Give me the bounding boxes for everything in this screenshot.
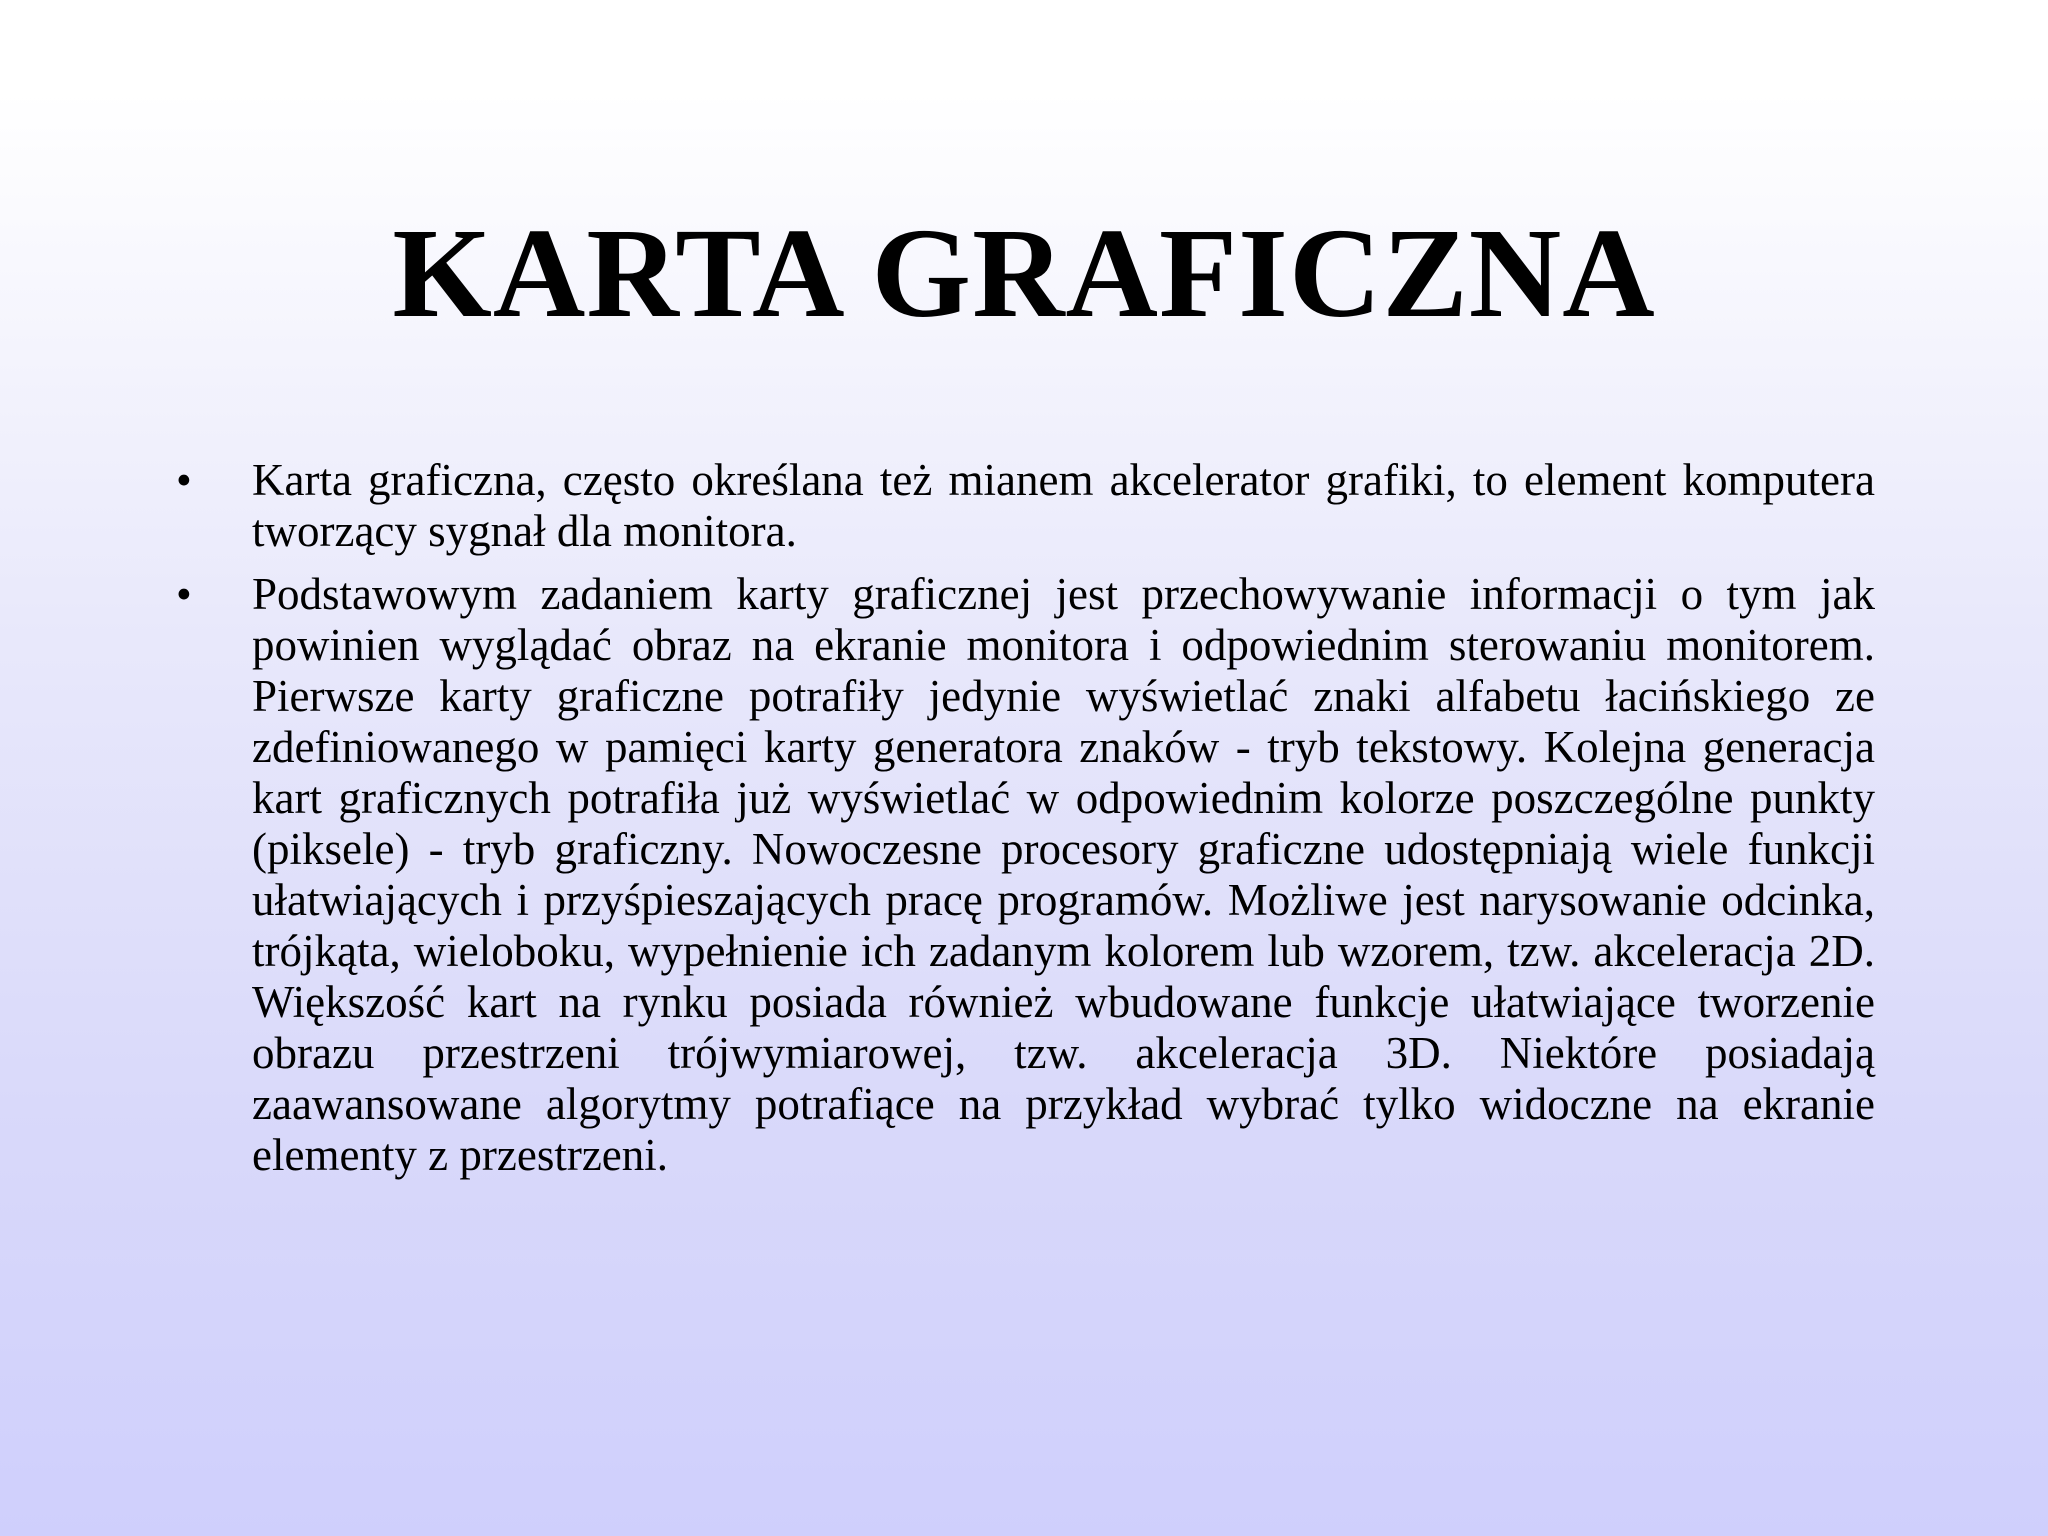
bullet-text: Podstawowym zadaniem karty graficznej jest przechowywanie informacji o tym jak powinien wyglądać obraz na ekranie monitora i odpowiednim sterowaniu monitorem. Pierwsze karty graficzne potrafiły jedynie wyświetlać znaki alfabetu łacińskiego ze zdefiniowanego w pamięci karty generatora znaków - tryb tekstowy. Kolejna generacja kart graficznych potrafiła już wyświetlać w odpowiednim kolorze poszczególne punkty (piksele) - tryb graficzny. Nowoczesne procesory graficzne udostępniają wiele funkcji ułatwiających i przyśpieszających pracę programów. Możliwe jest narysowanie odcinka, trójkąta, wieloboku, wypełnienie ich zadanym kolorem lub wzorem, tzw. akceleracja 2D. Większość kart na rynku posiada również wbudowane funkcje ułatwiające tworzenie obrazu przestrzeni trójwymiarowej, tzw. akceleracja 3D. Niektóre posiadają zaawansowane algorytmy potrafiące na przykład wybrać tylko widoczne na ekranie elementy z przestrzeni. — [252, 569, 1875, 1180]
bullet-item — [170, 569, 1875, 1181]
slide-title: KARTA GRAFICZNA — [392, 202, 1656, 344]
bullet-icon: • — [176, 455, 192, 505]
bullet-icon: • — [176, 569, 192, 619]
bullet-list — [170, 455, 1875, 1193]
bullet-item — [170, 455, 1875, 557]
bullet-text: Karta graficzna, często określana też mianem akcelerator grafiki, to element komputera tworzący sygnał dla monitora. — [252, 455, 1875, 556]
